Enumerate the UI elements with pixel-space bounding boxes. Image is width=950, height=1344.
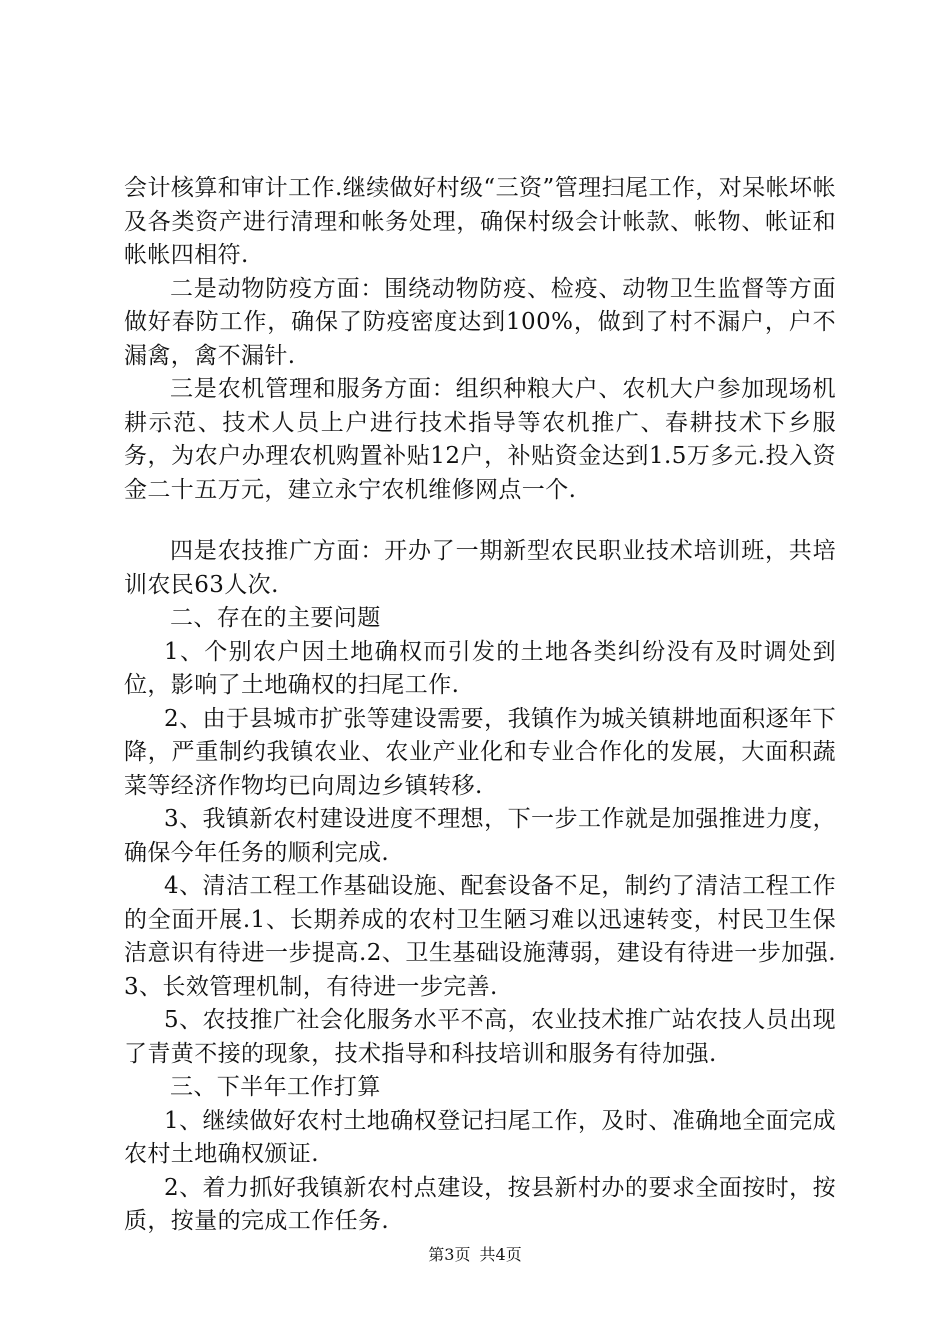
paragraph-animal-epidemic: 二是动物防疫方面：围绕动物防疫、检疫、动物卫生监督等方面做好春防工作，确保了防疫密度达到100%，做到了村不漏户，户不漏禽，禽不漏针. <box>124 275 836 369</box>
list-item-problem-1: 1、个别农户因土地确权而引发的土地各类纠纷没有及时调处到位，影响了土地确权的扫尾工作. <box>124 638 836 698</box>
list-item-problem-4: 4、清洁工程工作基础设施、配套设备不足，制约了清洁工程工作的全面开展.1、长期养成的农村卫生陋习难以迅速转变，村民卫生保洁意识有待进一步提高.2、卫生基础设施薄弱，建设有待进一步加强.3、长效管理机制，有待进一步完善. <box>124 873 836 1000</box>
section-heading-problems: 二、存在的主要问题 <box>170 605 381 631</box>
page-footer <box>0 1245 950 1265</box>
section-heading-plans: 三、下半年工作打算 <box>170 1074 381 1100</box>
document-body <box>124 172 836 1239</box>
list-item-problem-3: 3、我镇新农村建设进度不理想，下一步工作就是加强推进力度，确保今年任务的顺利完成. <box>124 806 836 866</box>
page-number: 第3页 <box>428 1245 471 1264</box>
list-item-problem-2: 2、由于县城市扩张等建设需要，我镇作为城关镇耕地面积逐年下降，严重制约我镇农业、农业产业化和专业合作化的发展，大面积蔬菜等经济作物均已向周边乡镇转移. <box>124 705 836 799</box>
page-total: 共4页 <box>479 1245 522 1264</box>
list-item-problem-5: 5、农技推广社会化服务水平不高，农业技术推广站农技人员出现了青黄不接的现象，技术指导和科技培训和服务有待加强. <box>124 1007 836 1067</box>
list-item-plan-2: 2、着力抓好我镇新农村点建设，按县新村办的要求全面按时，按质，按量的完成工作任务. <box>124 1174 836 1234</box>
list-item-plan-1: 1、继续做好农村土地确权登记扫尾工作，及时、准确地全面完成农村土地确权颁证. <box>124 1107 836 1167</box>
paragraph-farm-machinery: 三是农机管理和服务方面：组织种粮大户、农机大户参加现场机耕示范、技术人员上户进行技术指导等农机推广、春耕技术下乡服务，为农户办理农机购置补贴12户，补贴资金达到1.5万多元.投入资金二十五万元，建立永宁农机维修网点一个. <box>124 376 836 503</box>
paragraph-accounting: 会计核算和审计工作.继续做好村级“三资”管理扫尾工作，对呆帐坏帐及各类资产进行清理和帐务处理，确保村级会计帐款、帐物、帐证和帐帐四相符. <box>124 175 836 268</box>
paragraph-agri-tech: 四是农技推广方面：开办了一期新型农民职业技术培训班，共培训农民63人次. <box>124 538 836 598</box>
